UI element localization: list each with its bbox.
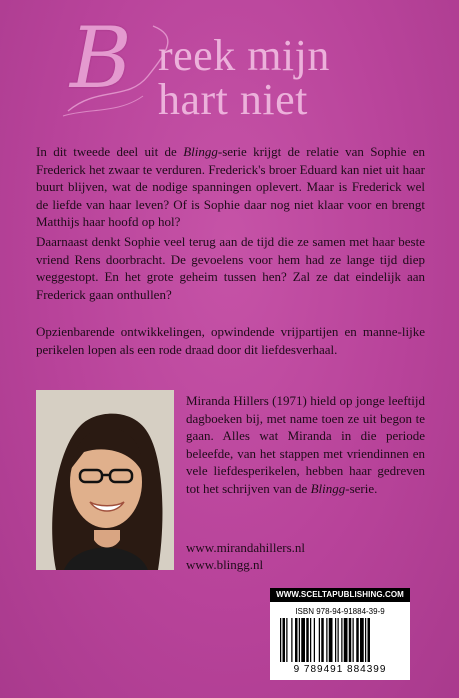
barcode-bar [349, 618, 352, 662]
series-name: Blingg [310, 480, 346, 496]
barcode-bar [295, 618, 298, 662]
author-bio [186, 392, 425, 497]
barcode-bar [280, 618, 281, 662]
title-initial: B [70, 9, 132, 107]
barcode-bar [341, 618, 342, 662]
blurb-paragraph-1 [36, 143, 425, 231]
publisher-url: WWW.SCELTAPUBLISHING.COM [270, 588, 410, 602]
isbn-number: ISBN 978-94-91884-39-9 [295, 607, 385, 616]
barcode-bar [360, 618, 364, 662]
series-name: Blingg [183, 144, 218, 159]
barcode-bar [338, 618, 339, 662]
barcode-bar [286, 618, 287, 662]
barcode-bar [365, 618, 366, 662]
barcode-bar [314, 618, 315, 662]
cover-title [58, 9, 398, 126]
barcode-bars [280, 618, 400, 664]
barcode-bar [291, 618, 292, 662]
series-website-link[interactable]: www.blingg.nl [186, 557, 264, 572]
blurb-text: In dit tweede deel uit de [36, 144, 184, 159]
title-line-2: hart niet [158, 75, 308, 124]
barcode-bar [299, 618, 300, 662]
blurb-text: -serie krijgt de relatie van Sophie en Frederick het zwaar te verduren. Frederick's broer Eduard kan niet uit haar buurt blijven, wat de nodige spanningen oplevert. Maar is Frederick wel de liefde van haar leven? Of is Sophie daar nog niet klaar voor en brengt Matthijs haar hoofd op hol? [36, 144, 425, 229]
barcode-bar [344, 618, 348, 662]
barcode-bar [335, 618, 336, 662]
title-line-1: reek mijn [158, 31, 330, 80]
blurb-paragraph-3: Opzienbarende ontwikkelingen, opwindende vrijpartijen en manne-lijke perikelen lopen als een rode draad door dit liefdesverhaal. [36, 324, 425, 357]
barcode-bar [368, 618, 371, 662]
barcode-bar [353, 618, 354, 662]
barcode-bar [326, 618, 327, 662]
author-website-link[interactable]: www.mirandahillers.nl [186, 540, 306, 555]
bio-text: Miranda Hillers (1971) hield op jonge leeftijd dagboeken bij, met name toen ze uit begon te gaan. Alles wat Miranda in die periode beleefde, van het stappen met vriendinnen en vele liefdesperikelen, hebben haar gedreven tot het schrijven van de [186, 393, 425, 496]
barcode-bar [329, 618, 333, 662]
ean-number: 9 789491 884399 [293, 664, 387, 675]
barcode-bar [301, 618, 305, 662]
author-portrait-image [36, 390, 174, 570]
barcode-bar [310, 618, 311, 662]
barcode-block [270, 588, 410, 680]
blurb-paragraph-2: Daarnaast denkt Sophie veel terug aan de tijd die ze samen met haar beste vriend Rens doorbracht. De gevoelens voor hem had ze lange tijd diep weggestopt. En het grote geheim tussen hen? Zal ze dat eindelijk aan Frederick gaan onthullen? [36, 234, 425, 302]
barcode-bar [283, 618, 286, 662]
barcode-bar [321, 618, 324, 662]
author-photo [36, 390, 174, 570]
barcode-bar [319, 618, 320, 662]
bio-text: -serie. [345, 480, 378, 496]
barcode-bar [306, 618, 309, 662]
barcode-bar [356, 618, 359, 662]
